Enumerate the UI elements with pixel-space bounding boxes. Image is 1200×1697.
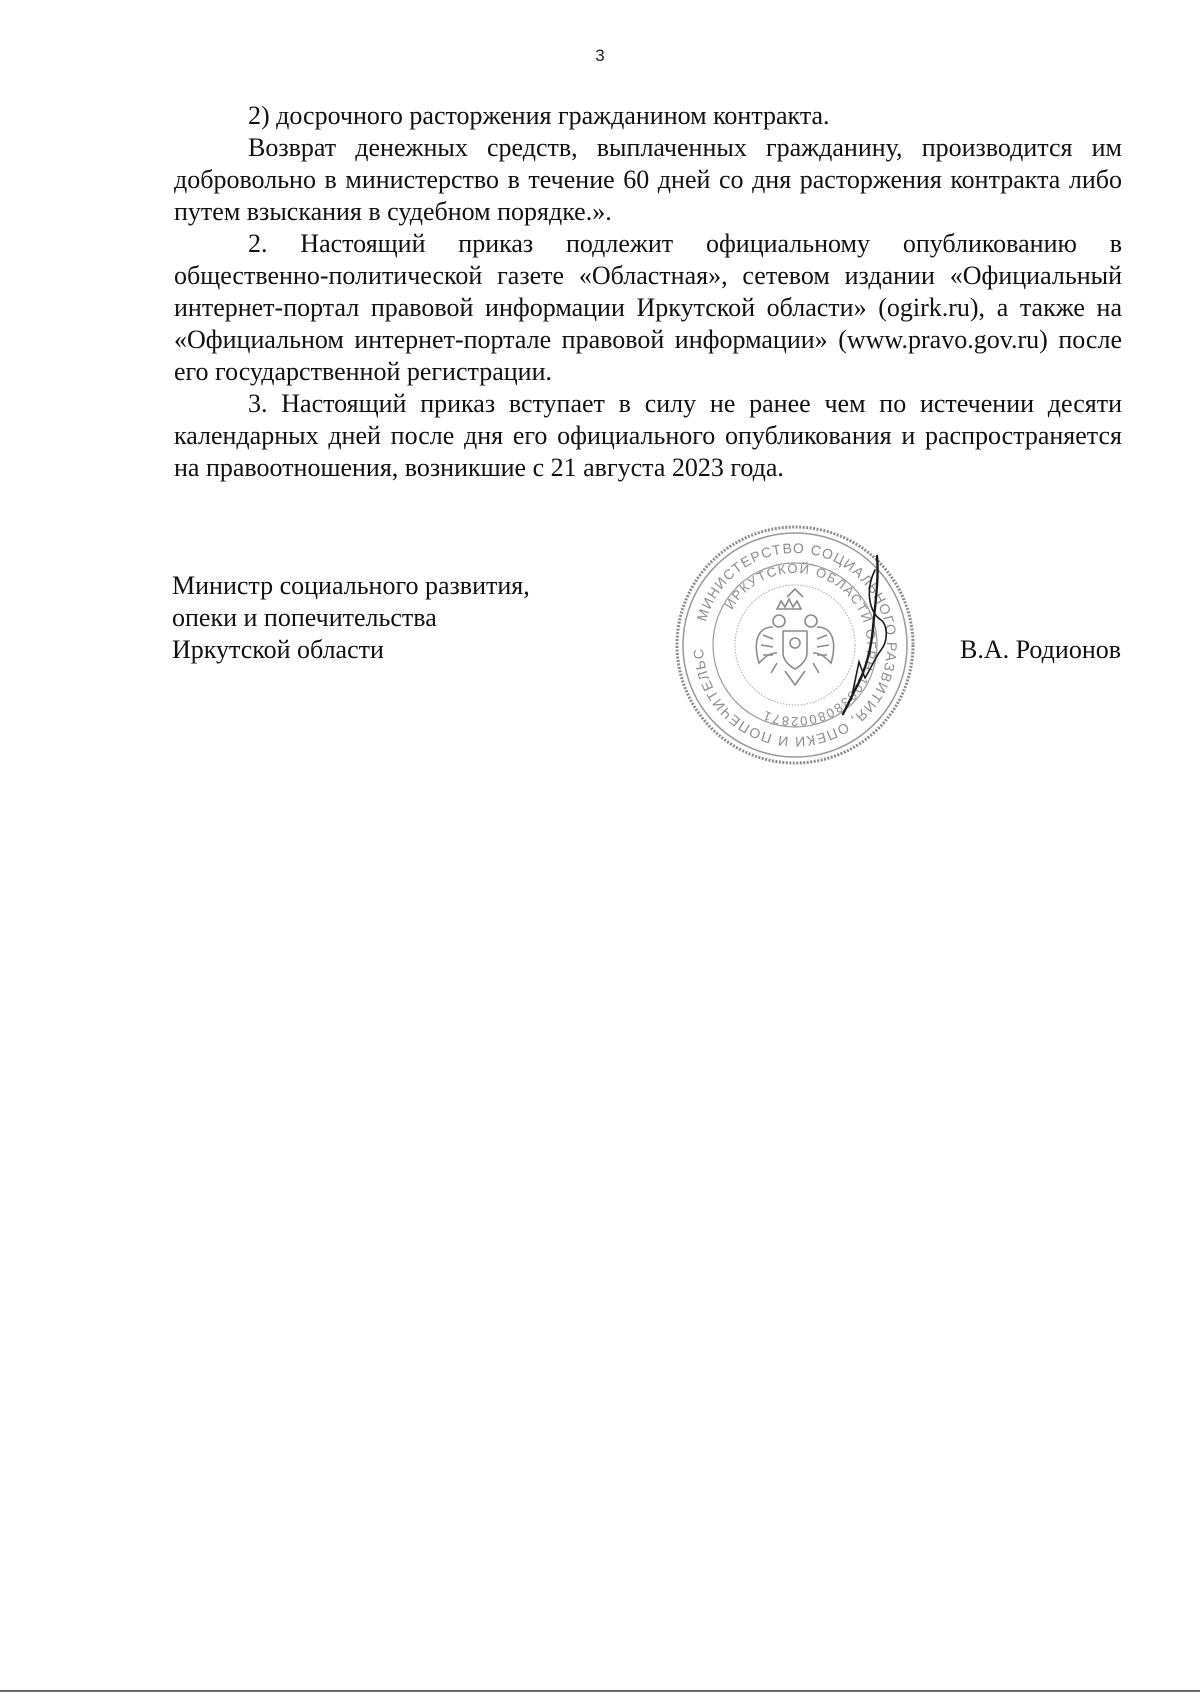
paragraph-refund: Возврат денежных средств, выплаченных гражданину, производится им добровольно в министерство в течение 60 дней со дня расторжения контракта либо путем взыскания в судебном порядке.». xyxy=(174,133,1122,226)
coat-of-arms-icon xyxy=(756,589,833,685)
seal-inner-text: ИРКУТСКОЙ ОБЛАСТИ ОГРН 1083808002871 xyxy=(721,560,880,730)
paragraph-publication: 2. Настоящий приказ подлежит официальному опубликованию в общественно-политической газете «Областная», сетевом издании «Официальный интернет-портал правовой информации Иркутской области» (ogirk.ru), а также на «Официальном интернет-портале правовой информации» (www.pravo.gov.ru) после его государственной регистрации. xyxy=(174,229,1122,386)
signer-position-line: опеки и попечительства xyxy=(172,603,437,632)
page-number: 3 xyxy=(595,46,605,65)
signer-position-line: Иркутской области xyxy=(172,635,384,664)
paragraph-entry-into-force: 3. Настоящий приказ вступает в силу не ранее чем по истечении десяти календарных дней после дня его официального опубликования и распространяется на правоотношения, возникшие с 21 августа 2023 года. xyxy=(174,389,1122,482)
handwritten-signature xyxy=(835,550,895,720)
bottom-divider xyxy=(0,1690,1200,1692)
signer-position-line: Министр социального развития, xyxy=(172,571,530,600)
document-body xyxy=(174,100,1122,484)
paragraph-early-termination: 2) досрочного расторжения гражданином контракта. xyxy=(248,101,830,130)
seal-outer-text: МИНИСТЕРСТВО СОЦИАЛЬНОГО РАЗВИТИЯ, ОПЕКИ И ПОПЕЧИТЕЛЬС xyxy=(689,539,901,751)
signer-position xyxy=(172,570,530,666)
signer-name: В.А. Родионов xyxy=(960,635,1122,664)
